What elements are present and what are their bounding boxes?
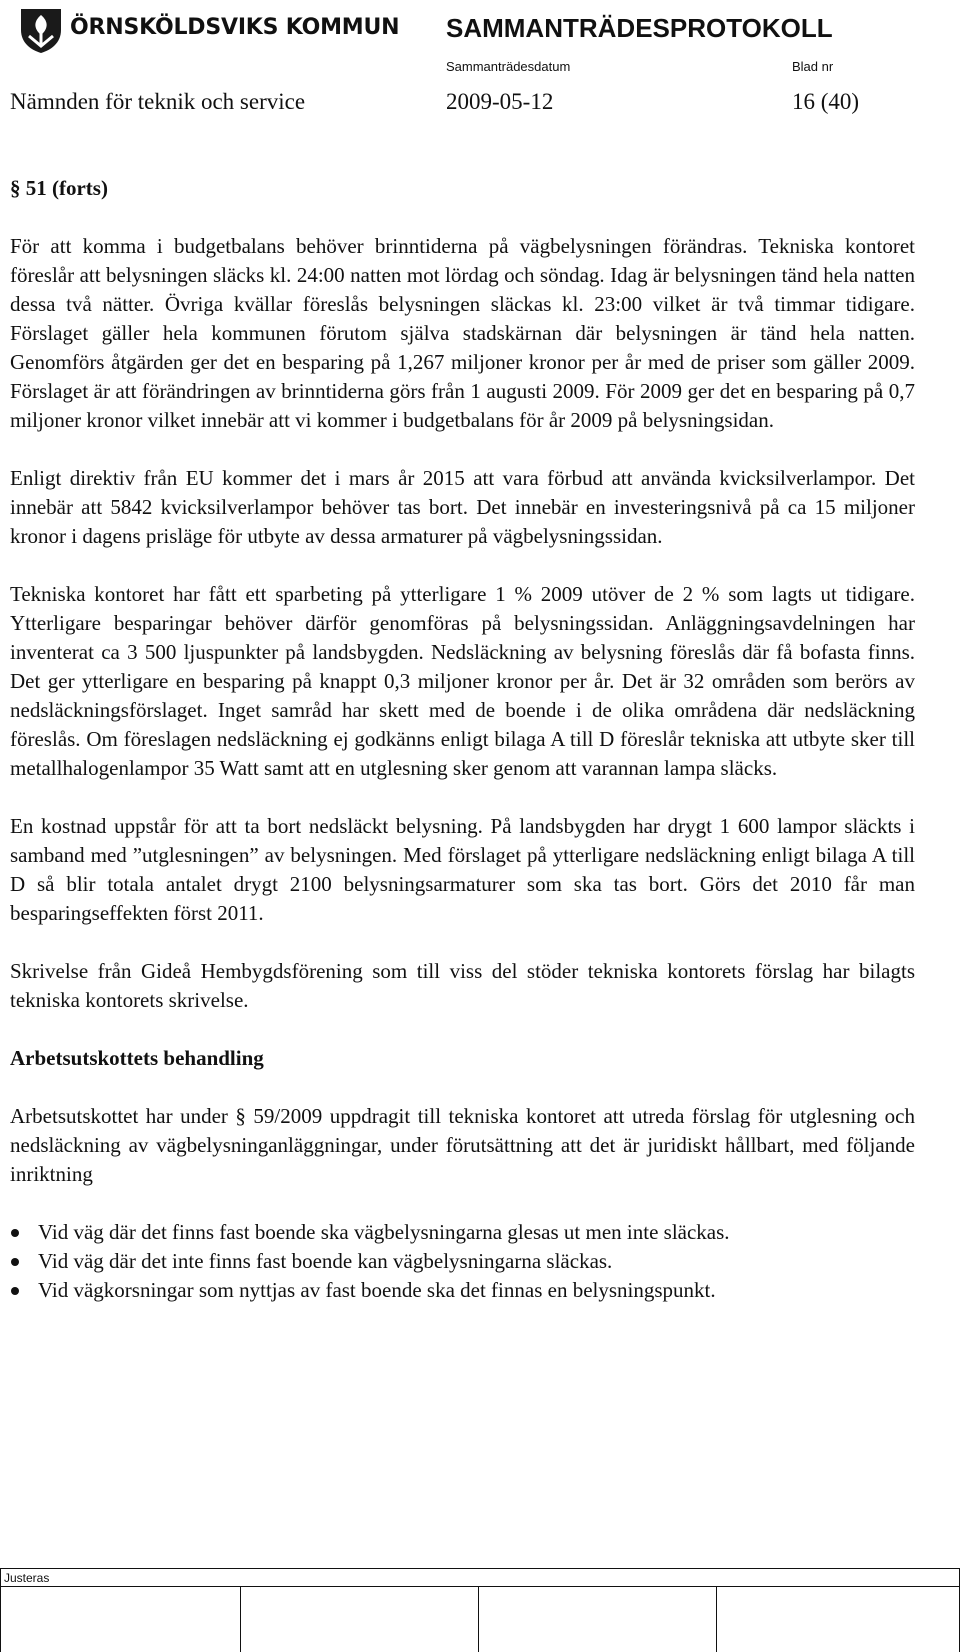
page-number-label: Blad nr: [792, 59, 834, 74]
signature-label: Justeras: [4, 1571, 50, 1585]
committee-name: Nämnden för teknik och service: [10, 89, 306, 114]
bullet-list: [10, 1218, 915, 1305]
bullet-item: [10, 1276, 915, 1305]
bullet-icon: [11, 1229, 19, 1237]
coat-of-arms-icon: [18, 6, 64, 54]
paragraph: Arbetsutskottet har under § 59/2009 uppdragit till tekniska kontoret att utreda förslag för utglesning och nedsläckning av vägbelysninganläggningar, under förutsättning att det är juridiskt hållbart, med följande inriktning: [10, 1104, 915, 1186]
signature-table: [0, 1568, 960, 1652]
protocol-body: [10, 174, 915, 1305]
section-heading: § 51 (forts): [10, 176, 108, 200]
table-border: [0, 1586, 960, 1587]
bullet-text: Vid väg där det finns fast boende ska vägbelysningarna glesas ut men inte släckas.: [38, 1220, 730, 1244]
bullet-item: [10, 1218, 915, 1247]
bullet-text: Vid vägkorsningar som nyttjas av fast boende ska det finnas en belysningspunkt.: [38, 1278, 716, 1302]
municipality-logo: [18, 6, 400, 56]
bullet-item: [10, 1247, 915, 1276]
municipality-name: ÖRNSKÖLDSVIKS KOMMUN: [70, 15, 400, 40]
table-border: [240, 1586, 241, 1652]
paragraph: En kostnad uppstår för att ta bort nedsläckt belysning. På landsbygden har drygt 1 600 lampor släckts i samband med ”utglesningen” av belysningen. Med förslaget på ytterligare nedsläckning enligt bilaga A till D så blir totala antalet drygt 2100 belysningsarmaturer som ska tas bort. Görs det 2010 får man besparingseffekten först 2011.: [10, 814, 915, 925]
document-type: SAMMANTRÄDESPROTOKOLL: [446, 13, 833, 43]
table-border: [0, 1568, 1, 1652]
table-border: [478, 1586, 479, 1652]
paragraph: För att komma i budgetbalans behöver brinntiderna på vägbelysningen förändras. Tekniska kontoret föreslår att belysningen släcks kl. 24:00 natten mot lördag och söndag. Idag är belysningen tänd hela natten dessa två nätter. Övriga kvällar föreslås belysningen släckas kl. 23:00 vilket är två timmar tidigare. Förslaget gäller hela kommunen förutom själva stadskärnan där belysningen är tänd hela natten. Genomförs åtgärden ger det en besparing på 1,267 miljoner kronor per år med de priser som gäller 2009. Förslaget är att förändringen av brinntiderna görs från 1 augusti 2009. För 2009 ger det en besparing på 0,7 miljoner kronor vilket innebär att vi kommer i budgetbalans för år 2009 på belysningsidan.: [10, 234, 915, 432]
bullet-text: Vid väg där det inte finns fast boende kan vägbelysningarna släckas.: [38, 1249, 613, 1273]
table-border: [0, 1568, 960, 1569]
paragraph: Enligt direktiv från EU kommer det i mars år 2015 att vara förbud att använda kvicksilverlampor. Det innebär att 5842 kvicksilverlampor behöver tas bort. Det innebär en investeringsnivå på ca 15 miljoner kronor i dagens prisläge för utbyte av dessa armaturer på vägbelysningssidan.: [10, 466, 915, 548]
sub-heading: Arbetsutskottets behandling: [10, 1046, 264, 1070]
meeting-date-label: Sammanträdesdatum: [446, 59, 571, 74]
paragraph: Skrivelse från Gideå Hembygdsförening som till viss del stöder tekniska kontorets förslag har bilagts tekniska kontorets skrivelse.: [10, 959, 915, 1012]
table-border: [716, 1586, 717, 1652]
paragraph: Tekniska kontoret har fått ett sparbeting på ytterligare 1 % 2009 utöver de 2 % som lagts ut tidigare. Ytterligare besparingar behöver därför genomföras på belysningssidan. Anläggningsavdelningen har inventerat ca 3 500 ljuspunkter på landsbygden. Nedsläckning av belysning föreslås där få bofasta finns. Det ger ytterligare en besparing på knappt 0,3 miljoner kronor per år. Det är 32 områden som berörs av nedsläckningsförslaget. Inget samråd har skett med de boende i de olika områdena där nedsläckning föreslås. Om föreslagen nedsläckning ej godkänns enligt bilaga A till D föreslår tekniska att utbyte sker till metallhalogenlampor 35 Watt samt att en utglesning sker genom att varannan lampa släcks.: [10, 582, 915, 780]
bullet-icon: [11, 1258, 19, 1266]
meeting-date: 2009-05-12: [446, 89, 554, 114]
bullet-icon: [11, 1287, 19, 1295]
page-number: 16 (40): [792, 89, 860, 114]
